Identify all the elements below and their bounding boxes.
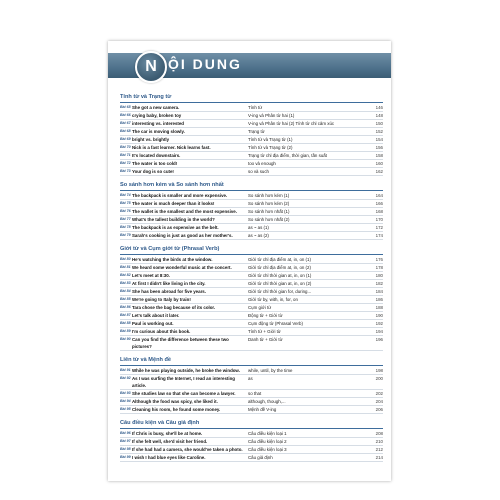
toc-section xyxy=(120,357,383,414)
grammar-topic: Cụm động từ (Phrasal Verb) xyxy=(248,321,303,326)
example-sentence: The water is much deeper than it looks! xyxy=(132,201,215,206)
lesson-number: Bài 76 xyxy=(120,209,131,213)
grammar-topic: too và enough xyxy=(248,161,276,166)
grammar-topic: So sánh hơn nhất (2) xyxy=(248,217,290,222)
toc-row xyxy=(120,304,383,312)
section-title: So sánh hơn kém và So sánh hơn nhất xyxy=(120,182,383,191)
header-initial: N xyxy=(145,58,157,75)
grammar-topic: while, until, by the time xyxy=(248,368,293,373)
page-number: 192 xyxy=(375,321,383,326)
toc-row xyxy=(120,430,383,438)
grammar-topic: Trạng từ chỉ địa điểm, thời gian, tần suất xyxy=(248,153,327,158)
page-title: ỘI DUNG xyxy=(168,56,242,72)
lesson-number: Bài 95 xyxy=(120,407,131,411)
lesson-number: Bài 94 xyxy=(120,399,131,403)
example-sentence: He's watching the birds at the window. xyxy=(132,257,213,262)
toc-row xyxy=(120,120,383,128)
lesson-number: Bài 68 xyxy=(120,129,131,133)
example-sentence: Nick is a fast learner. Nick learns fast. xyxy=(132,145,211,150)
page-number: 154 xyxy=(375,137,383,142)
grammar-topic: Giới từ by, with, in, for, on xyxy=(248,297,298,302)
page-number: 166 xyxy=(375,201,383,206)
grammar-topic: V-ing và Phân từ hai (2) Tính từ chỉ cảm xúc xyxy=(248,121,335,126)
toc-row xyxy=(120,128,383,136)
grammar-topic: So sánh hơn kém (1) xyxy=(248,193,290,198)
example-sentence: Paul is working out. xyxy=(132,321,174,326)
toc-row xyxy=(120,160,383,168)
toc-row xyxy=(120,168,383,176)
example-sentence: Let's meet at 8:30. xyxy=(132,273,170,278)
page-number: 156 xyxy=(375,145,383,150)
example-sentence: Your dog is so cute! xyxy=(132,169,174,174)
page-number: 164 xyxy=(375,193,383,198)
lesson-number: Bài 85 xyxy=(120,297,131,301)
book-page xyxy=(108,41,391,481)
lesson-number: Bài 99 xyxy=(120,455,131,459)
example-sentence: She has been abroad for five years. xyxy=(132,289,206,294)
lesson-number: Bài 80 xyxy=(120,257,131,261)
lesson-number: Bài 98 xyxy=(120,447,131,451)
page-number: 148 xyxy=(375,113,383,118)
example-sentence: The backpack is smaller and more expensive. xyxy=(132,193,228,198)
grammar-topic: Giới từ chỉ địa điểm at, in, on (1) xyxy=(248,257,311,262)
grammar-topic: Câu điều kiện loại 2 xyxy=(248,439,287,444)
toc-row xyxy=(120,320,383,328)
grammar-topic: So sánh hơn nhất (1) xyxy=(248,209,290,214)
grammar-topic: Tính từ + Giới từ xyxy=(248,329,281,334)
grammar-topic: So sánh hơn kém (2) xyxy=(248,201,290,206)
toc-row xyxy=(120,152,383,160)
toc-row xyxy=(120,200,383,208)
lesson-number: Bài 89 xyxy=(120,329,131,333)
page-number: 184 xyxy=(375,289,383,294)
example-sentence: Although the food was spicy, she liked it. xyxy=(132,399,218,404)
grammar-topic: so that xyxy=(248,391,262,396)
toc-row xyxy=(120,375,383,390)
grammar-topic: as ~ as (1) xyxy=(248,225,269,230)
section-title: Tính từ và Trạng từ xyxy=(120,94,383,103)
lesson-number: Bài 66 xyxy=(120,113,131,117)
example-sentence: While he was playing outside, he broke the window. xyxy=(132,368,240,373)
toc-row xyxy=(120,192,383,200)
page-number: 150 xyxy=(375,121,383,126)
grammar-topic: as ~ as (2) xyxy=(248,233,269,238)
grammar-topic: although, though,... xyxy=(248,399,286,404)
example-sentence: Let's talk about it later. xyxy=(132,313,180,318)
page-number: 178 xyxy=(375,265,383,270)
example-sentence: If Chris is busy, she'll be at home. xyxy=(132,431,203,436)
page-number: 172 xyxy=(375,225,383,230)
lesson-number: Bài 69 xyxy=(120,137,131,141)
lesson-number: Bài 88 xyxy=(120,321,131,325)
grammar-topic: Câu giả định xyxy=(248,455,273,460)
page-number: 160 xyxy=(375,161,383,166)
page-number: 188 xyxy=(375,305,383,310)
toc-row xyxy=(120,398,383,406)
page-number: 204 xyxy=(375,399,383,404)
page-number: 162 xyxy=(375,169,383,174)
toc-section xyxy=(120,420,383,462)
grammar-topic: Câu điều kiện loại 3 xyxy=(248,447,287,452)
page-number: 180 xyxy=(375,273,383,278)
example-sentence: Cleaning his room, he found some money. xyxy=(132,407,221,412)
toc-row xyxy=(120,454,383,462)
grammar-topic: so và such xyxy=(248,169,269,174)
example-sentence: If she had had a camera, she would've taken a photo. xyxy=(132,447,243,452)
toc-row xyxy=(120,264,383,272)
page-number: 190 xyxy=(375,313,383,318)
lesson-number: Bài 78 xyxy=(120,225,131,229)
toc-row xyxy=(120,367,383,375)
page-number: 186 xyxy=(375,297,383,302)
page-number: 158 xyxy=(375,153,383,158)
grammar-topic: Tính từ xyxy=(248,105,263,110)
toc-section xyxy=(120,94,383,176)
example-sentence: We heard some wonderful music at the concert. xyxy=(132,265,232,270)
grammar-topic: Trạng từ xyxy=(248,129,265,134)
lesson-number: Bài 82 xyxy=(120,273,131,277)
example-sentence: The wallet is the smallest and the most expensive. xyxy=(132,209,237,214)
example-sentence: crying baby, broken toy xyxy=(132,113,182,118)
lesson-number: Bài 93 xyxy=(120,391,131,395)
toc-row xyxy=(120,216,383,224)
toc-row xyxy=(120,256,383,264)
page-number: 170 xyxy=(375,217,383,222)
toc-row xyxy=(120,446,383,454)
example-sentence: Tara chose the bag because of its color. xyxy=(132,305,216,310)
lesson-number: Bài 96 xyxy=(120,431,131,435)
lesson-number: Bài 81 xyxy=(120,265,131,269)
example-sentence: What's the tallest building in the world? xyxy=(132,217,215,222)
grammar-topic: Giới từ chỉ thời gian at, in, on (2) xyxy=(248,281,312,286)
page-number: 168 xyxy=(375,209,383,214)
grammar-topic: Tính từ và Trạng từ (1) xyxy=(248,137,293,142)
page-header xyxy=(108,53,391,85)
grammar-topic: Giới từ chỉ địa điểm at, in, on (2) xyxy=(248,265,311,270)
lesson-number: Bài 92 xyxy=(120,376,131,380)
page-number: 202 xyxy=(375,391,383,396)
grammar-topic: Giới từ chỉ thời gian at, in, on (1) xyxy=(248,273,312,278)
page-number: 208 xyxy=(375,431,383,436)
lesson-number: Bài 73 xyxy=(120,169,131,173)
example-sentence: As I was surfing the Internet, I read an interesting article. xyxy=(132,376,235,388)
example-sentence: She got a new camera. xyxy=(132,105,180,110)
lesson-number: Bài 75 xyxy=(120,201,131,205)
example-sentence: I'm curious about this book. xyxy=(132,329,191,334)
page-number: 196 xyxy=(375,337,383,342)
toc-section xyxy=(120,246,383,351)
lesson-number: Bài 86 xyxy=(120,305,131,309)
page-number: 152 xyxy=(375,129,383,134)
lesson-number: Bài 87 xyxy=(120,313,131,317)
lesson-number: Bài 91 xyxy=(120,368,131,372)
toc-row xyxy=(120,224,383,232)
example-sentence: bright vs. brightly xyxy=(132,137,170,142)
example-sentence: Sarah's cooking is just as good as her mother's. xyxy=(132,233,233,238)
lesson-number: Bài 74 xyxy=(120,193,131,197)
toc-row xyxy=(120,144,383,152)
grammar-topic: V-ing và Phân từ hai (1) xyxy=(248,113,295,118)
toc-row xyxy=(120,208,383,216)
lesson-number: Bài 67 xyxy=(120,121,131,125)
example-sentence: The car is moving slowly. xyxy=(132,129,185,134)
example-sentence: Can you find the difference between these two pictures? xyxy=(132,337,229,349)
toc-row xyxy=(120,390,383,398)
grammar-topic: Câu điều kiện loại 1 xyxy=(248,431,287,436)
section-title: Liên từ và Mệnh đề xyxy=(120,357,383,366)
toc-row xyxy=(120,312,383,320)
grammar-topic: as xyxy=(248,376,253,381)
toc-section xyxy=(120,182,383,240)
page-number: 198 xyxy=(375,368,383,373)
toc-row xyxy=(120,136,383,144)
page-number: 174 xyxy=(375,233,383,238)
page-number: 200 xyxy=(375,376,383,381)
grammar-topic: Danh từ + Giới từ xyxy=(248,337,283,342)
toc-row xyxy=(120,438,383,446)
lesson-number: Bài 79 xyxy=(120,233,131,237)
example-sentence: I wish I had blue eyes like Caroline. xyxy=(132,455,206,460)
lesson-number: Bài 90 xyxy=(120,337,131,341)
page-number: 212 xyxy=(375,447,383,452)
page-number: 176 xyxy=(375,257,383,262)
lesson-number: Bài 77 xyxy=(120,217,131,221)
toc-row xyxy=(120,112,383,120)
lesson-number: Bài 65 xyxy=(120,105,131,109)
example-sentence: It's located downstairs. xyxy=(132,153,181,158)
toc-row xyxy=(120,328,383,336)
grammar-topic: Mệnh đề V-ing xyxy=(248,407,277,412)
lesson-number: Bài 83 xyxy=(120,281,131,285)
grammar-topic: Tính từ và Trạng từ (2) xyxy=(248,145,293,150)
example-sentence: interesting vs. interested xyxy=(132,121,184,126)
grammar-topic: Động từ + Giới từ xyxy=(248,313,283,318)
lesson-number: Bài 70 xyxy=(120,145,131,149)
section-title: Giới từ và Cụm giới từ (Phrasal Verb) xyxy=(120,246,383,255)
example-sentence: The water is too cold! xyxy=(132,161,178,166)
page-number: 210 xyxy=(375,439,383,444)
toc-row xyxy=(120,296,383,304)
example-sentence: At first I didn't like living in the city. xyxy=(132,281,206,286)
toc-row xyxy=(120,336,383,351)
page-number: 194 xyxy=(375,329,383,334)
toc-row xyxy=(120,272,383,280)
toc-row xyxy=(120,288,383,296)
lesson-number: Bài 71 xyxy=(120,153,131,157)
toc-row xyxy=(120,280,383,288)
grammar-topic: Cụm giới từ xyxy=(248,305,272,310)
table-of-contents xyxy=(120,94,383,468)
page-number: 206 xyxy=(375,407,383,412)
section-title: Câu điều kiện và Câu giả định xyxy=(120,420,383,429)
grammar-topic: Giới từ chỉ thời gian for, during... xyxy=(248,289,312,294)
toc-row xyxy=(120,406,383,414)
toc-row xyxy=(120,232,383,240)
example-sentence: She studies law so that she can become a lawyer. xyxy=(132,391,236,396)
lesson-number: Bài 84 xyxy=(120,289,131,293)
example-sentence: If she felt well, she'd visit her friend. xyxy=(132,439,208,444)
lesson-number: Bài 72 xyxy=(120,161,131,165)
example-sentence: The backpack is as expensive as the belt. xyxy=(132,225,219,230)
page-number: 146 xyxy=(375,105,383,110)
lesson-number: Bài 97 xyxy=(120,439,131,443)
page-number: 182 xyxy=(375,281,383,286)
toc-row xyxy=(120,104,383,112)
page-number: 214 xyxy=(375,455,383,460)
example-sentence: We're going to Italy by train! xyxy=(132,297,191,302)
